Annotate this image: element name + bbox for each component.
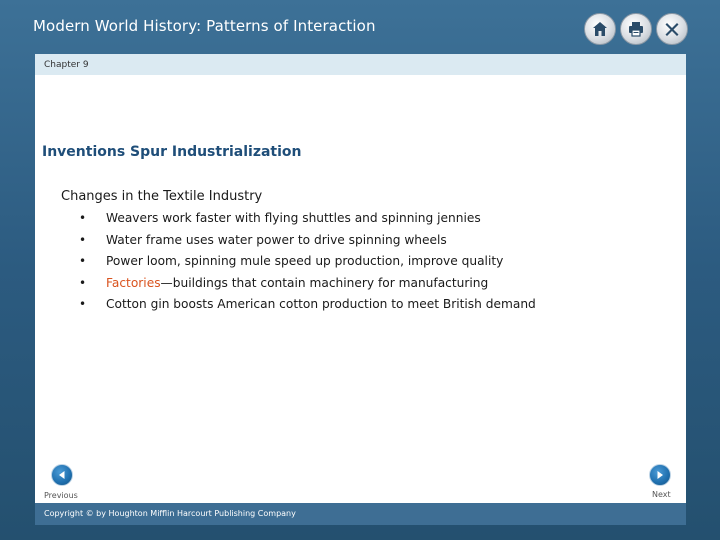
window-title: Modern World History: Patterns of Interaction: [33, 17, 376, 35]
home-icon: [591, 20, 609, 38]
arrow-left-icon: [56, 466, 68, 485]
list-item: [79, 232, 536, 254]
bullet-text: Water frame uses water power to drive spinning wheels: [106, 232, 447, 247]
bullet-icon: •: [79, 254, 87, 269]
close-button[interactable]: [656, 13, 688, 45]
chapter-bar: [35, 54, 686, 75]
bullet-text: Power loom, spinning mule speed up production, improve quality: [106, 254, 504, 269]
bullet-list: [79, 210, 536, 318]
print-button[interactable]: [620, 13, 652, 45]
printer-icon: [627, 20, 645, 38]
home-button[interactable]: [584, 13, 616, 45]
previous-label[interactable]: Previous: [44, 491, 78, 500]
previous-button[interactable]: [51, 464, 73, 486]
bullet-text: —buildings that contain machinery for manufacturing: [160, 275, 489, 290]
next-button[interactable]: [649, 464, 671, 486]
bullet-icon: •: [79, 275, 87, 290]
bullet-icon: •: [79, 211, 87, 225]
list-item: [79, 253, 536, 275]
slide-content: [35, 54, 686, 503]
list-item: [79, 275, 536, 297]
bullet-text: Cotton gin boosts American cotton production to meet British demand: [106, 297, 536, 312]
slide-subhead: Changes in the Textile Industry: [61, 189, 263, 204]
list-item: [79, 210, 536, 232]
bullet-text: Weavers work faster with flying shuttles and spinning jennies: [106, 211, 481, 225]
chapter-label: Chapter 9: [44, 60, 89, 70]
bullet-icon: •: [79, 232, 87, 247]
bullet-icon: •: [79, 297, 87, 312]
close-icon: [663, 20, 681, 38]
copyright-text: Copyright © by Houghton Mifflin Harcourt Publishing Company: [44, 509, 296, 518]
list-item: [79, 296, 536, 318]
highlighted-term: Factories: [106, 275, 161, 290]
next-label[interactable]: Next: [652, 490, 671, 499]
slide-title: Inventions Spur Industrialization: [42, 144, 302, 160]
arrow-right-icon: [654, 466, 666, 485]
footer-bar: [35, 503, 686, 525]
